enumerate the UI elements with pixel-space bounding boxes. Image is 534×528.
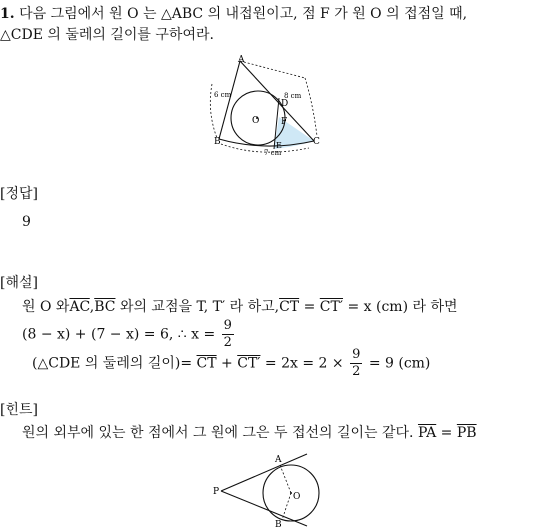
label-e: E xyxy=(276,141,282,150)
label-c: C xyxy=(313,137,320,147)
problem-text-2: △CDE 의 둘레의 길이를 구하여라. xyxy=(0,27,214,43)
answer-value: 9 xyxy=(22,214,31,230)
triangle-figure xyxy=(205,52,330,160)
explanation-line-1 xyxy=(22,296,458,316)
plus: + xyxy=(221,355,233,372)
label-f: F xyxy=(281,117,288,127)
numerator: 9 xyxy=(352,347,361,362)
center-dot xyxy=(290,492,292,494)
equation: = 9 (cm) xyxy=(368,355,431,372)
label-d: D xyxy=(281,99,289,109)
length-ad: 8 cm xyxy=(284,92,302,100)
label-a: A xyxy=(275,455,282,465)
length-bc: 7 cm xyxy=(264,149,282,157)
explanation-text: = x (cm) 라 하면 xyxy=(347,299,458,315)
label-a: A xyxy=(238,55,245,65)
label-b: B xyxy=(275,520,282,527)
denominator: 2 xyxy=(352,364,361,379)
radius-oa xyxy=(280,465,291,493)
radius-ob xyxy=(282,493,291,520)
label-o: O xyxy=(293,492,301,502)
numerator: 9 xyxy=(223,318,232,333)
segment-ct: $\overline{CT}$ xyxy=(279,299,300,315)
problem-number: 1. xyxy=(0,6,15,22)
equation: (8 − x) + (7 − x) = 6, ∴ x = xyxy=(22,326,216,343)
explanation-text: 와의 교점을 T, T′ 라 하고, xyxy=(119,299,280,315)
hint-text: 원의 외부에 있는 한 점에서 그 원에 그은 두 접선의 길이는 같다. xyxy=(22,425,414,441)
hint-header: [힌트] xyxy=(0,402,38,418)
explanation-header: [해설] xyxy=(0,275,38,291)
explanation-text: 원 O 와 xyxy=(22,299,70,315)
answer-header: [정답] xyxy=(0,186,38,202)
dashed-top xyxy=(240,61,305,78)
hint-line xyxy=(22,422,477,442)
length-ab: 6 cm xyxy=(214,91,232,99)
equation: = 2x = 2 × xyxy=(264,355,344,372)
dashed-right xyxy=(305,78,317,136)
label-b: B xyxy=(214,137,221,147)
explanation-line-3 xyxy=(32,347,430,380)
segment-pb: $\overline{PB}$ xyxy=(456,425,477,441)
equation: (△CDE 의 둘레의 길이)= xyxy=(32,355,193,372)
segment-bc: $\overline{BC}$ xyxy=(94,299,116,315)
denominator: 2 xyxy=(223,335,232,350)
segment-ct-prime: CT′ xyxy=(319,299,344,315)
equals: = xyxy=(440,425,453,441)
segment-ct: $\overline{CT}$ xyxy=(196,355,217,372)
problem-text-1: 다음 그림에서 원 O 는 △ABC 의 내접원이고, 점 F 가 원 O 의 접점일 때, xyxy=(19,6,468,22)
segment-ct-prime: CT′ xyxy=(237,355,261,372)
separator: , xyxy=(89,299,95,315)
side-ac xyxy=(240,61,314,141)
tangent-figure xyxy=(212,447,322,527)
segment-pa: $\overline{PA}$ xyxy=(417,425,437,441)
fraction xyxy=(350,347,362,380)
label-p: P xyxy=(213,487,220,497)
label-o: O xyxy=(252,116,260,126)
side-ab xyxy=(219,61,240,139)
problem-line-1 xyxy=(0,4,467,24)
segment-ac: $\overline{AC}$ xyxy=(69,299,90,315)
equals: = xyxy=(303,299,316,315)
